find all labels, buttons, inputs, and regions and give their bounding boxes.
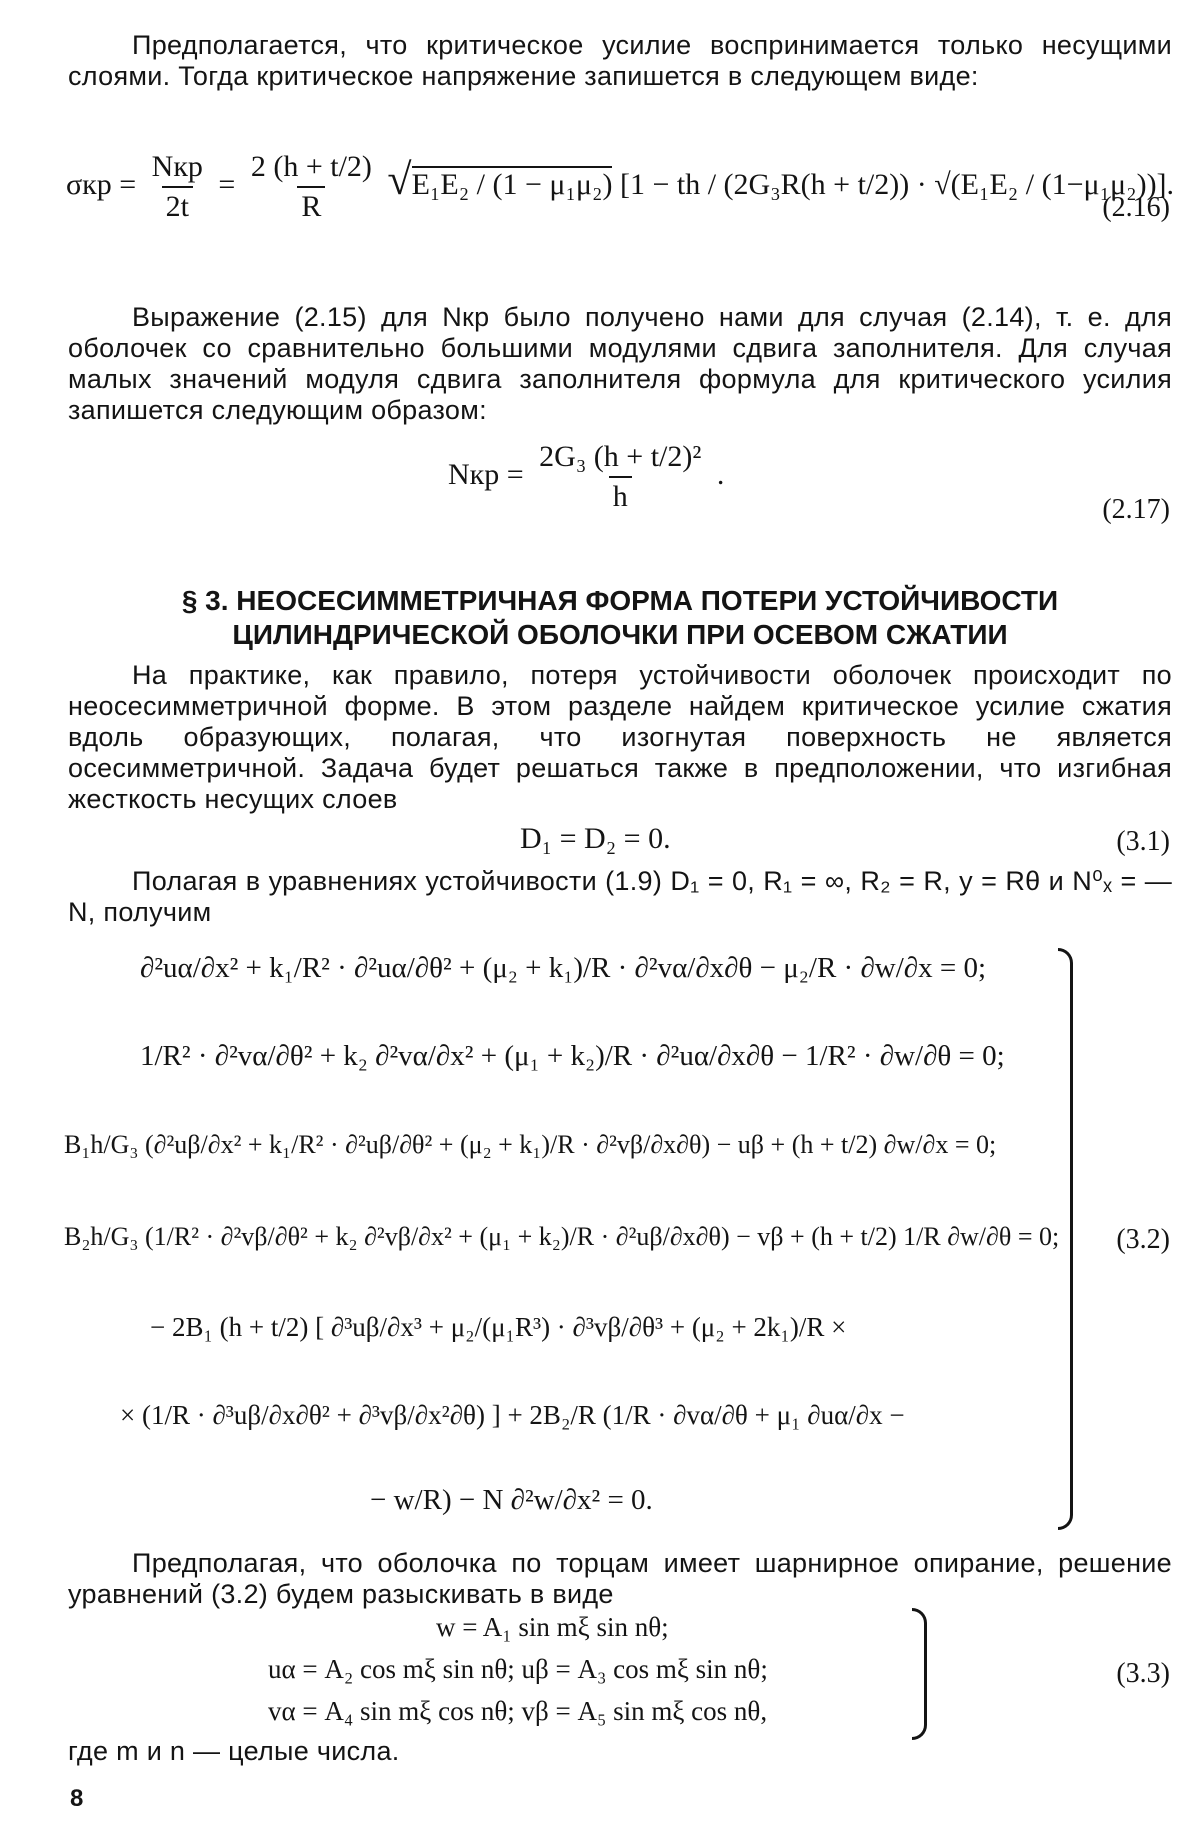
eq216-number: (2.16) — [1102, 192, 1170, 223]
paragraph-5-text: Предполагая, что оболочка по торцам имеет шарнирное опирание, решение уравнений (3.2) будем разыскивать в виде — [68, 1548, 1172, 1609]
eq32-line-2: 1/R² · ∂²vα/∂θ² + k₂ ∂²vα/∂x² + (μ₁ + k₂)/R · ∂²uα/∂x∂θ − 1/R² · ∂w/∂θ = 0; — [140, 1040, 1005, 1072]
eq216-frac-1 — [148, 150, 207, 224]
eq32-line-7: − w/R) − N ∂²w/∂x² = 0. — [370, 1484, 653, 1516]
section-heading-line-1: § 3. НЕОСЕСИММЕТРИЧНАЯ ФОРМА ПОТЕРИ УСТОЙЧИВОСТИ — [181, 585, 1059, 616]
equation-2-17 — [448, 440, 724, 514]
eq217-den: h — [609, 476, 632, 514]
eq216-frac2-num: 2 (h + t/2) — [250, 150, 372, 183]
eq33-line-3: vα = A₄ sin mξ cos nθ; vβ = A₅ sin mξ cos nθ, — [268, 1696, 768, 1726]
eq32-line-6: × (1/R · ∂³uβ/∂x∂θ² + ∂³vβ/∂x²∂θ) ] + 2B₂/R (1/R · ∂vα/∂θ + μ₁ ∂uα/∂x − — [120, 1400, 905, 1430]
eq32-number: (3.2) — [1116, 1224, 1170, 1255]
paragraph-6 — [68, 1736, 1172, 1767]
eq216-sqrt: E₁E₂ / (1 − μ₁μ₂) — [411, 167, 613, 201]
paragraph-1-text: Предполагается, что критическое усилие воспринимается только несущими слоями. Тогда критическое напряжение запишется в следующем виде: — [68, 30, 1172, 91]
paragraph-4 — [68, 866, 1172, 928]
section-heading — [68, 584, 1172, 652]
eq32-line-5: − 2B₁ (h + t/2) [ ∂³uβ/∂x³ + μ₂/(μ₁R³) · ∂³vβ/∂θ³ + (μ₂ + 2k₁)/R × — [150, 1312, 847, 1342]
right-brace-icon — [912, 1608, 927, 1740]
eq216-frac2-den: R — [297, 186, 325, 224]
eq217-num: 2G₃ (h + t/2)² — [539, 440, 702, 473]
page-number: 8 — [70, 1785, 84, 1812]
paragraph-2 — [68, 302, 1172, 426]
eq31-text: D₁ = D₂ = 0. — [520, 822, 671, 855]
right-brace-icon — [1058, 948, 1073, 1530]
eq32-line-3: B₁h/G₃ (∂²uβ/∂x² + k₁/R² · ∂²uβ/∂θ² + (μ₂ + k₁)/R · ∂²vβ/∂x∂θ) − uβ + (h + t/2) ∂w/∂x = 0; — [64, 1130, 997, 1159]
eq217-tail: . — [716, 457, 725, 491]
paragraph-5 — [68, 1548, 1172, 1610]
equation-2-16: σкр = $\frac{\text{Nкр}}{2t}$ = $\frac{2 (h + t/2)}{R}$ √E₁E₂ / (1 − μ₁μ₂) [1 − th / (2G₃R(h + t/2)) · √(E₁E₂ / (1−μ₁μ₂))]. — [66, 150, 1175, 223]
paragraph-2-text: Выражение (2.15) для Nкр было получено нами для случая (2.14), т. е. для оболочек со сравнительно большими модулями сдвига заполнителя. Для случая малых значений модуля сдвига заполнителя формула для критического усилия запишется следующим образом: — [68, 302, 1172, 425]
eq217-frac — [535, 440, 705, 514]
eq33-line-2: uα = A₂ cos mξ sin nθ; uβ = A₃ cos mξ sin nθ; — [268, 1654, 768, 1684]
eq216-bracket: [1 − th / (2G₃R(h + t/2)) · √(E₁E₂ / (1−μ₁μ₂))]. — [619, 167, 1175, 201]
eq33-number: (3.3) — [1116, 1658, 1170, 1689]
sqrt-sign-icon: √ — [387, 154, 412, 204]
eq33-line-1: w = A₁ sin mξ sin nθ; — [436, 1612, 669, 1642]
eq216-lhs: σкр = — [66, 167, 137, 201]
paragraph-3 — [68, 660, 1172, 815]
paragraph-4-text: Полагая в уравнениях устойчивости (1.9) D₁ = 0, R₁ = ∞, R₂ = R, y = Rθ и N⁰ₓ = — N, получим — [68, 866, 1172, 927]
eq216-frac1-num: Nкр — [151, 150, 203, 183]
eq216-frac1-den: 2t — [162, 186, 193, 224]
paragraph-6-text: где m и n — целые числа. — [68, 1736, 400, 1766]
equation-3-1 — [520, 822, 671, 856]
eq32-line-4: B₂h/G₃ (1/R² · ∂²vβ/∂θ² + k₂ ∂²vβ/∂x² + (μ₁ + k₂)/R · ∂²uβ/∂x∂θ) − vβ + (h + t/2) 1/R ∂w/∂θ = 0; — [64, 1222, 1060, 1251]
eq32-line-1: ∂²uα/∂x² + k₁/R² · ∂²uα/∂θ² + (μ₂ + k₁)/R · ∂²vα/∂x∂θ − μ₂/R · ∂w/∂x = 0; — [140, 952, 987, 984]
eq217-lhs: Nкр = — [448, 457, 524, 491]
paragraph-1 — [68, 30, 1172, 92]
paragraph-3-text: На практике, как правило, потеря устойчивости оболочек происходит по неосесимметричной форме. В этом разделе найдем критическое усилие сжатия вдоль образующих, полагая, что изогнутая поверхность не является осесимметричной. Задача будет решаться также в предположении, что изгибная жесткость несущих слоев — [68, 660, 1172, 814]
eq31-number: (3.1) — [1116, 826, 1170, 857]
eq217-number: (2.17) — [1102, 494, 1170, 525]
section-heading-line-2: ЦИЛИНДРИЧЕСКОЙ ОБОЛОЧКИ ПРИ ОСЕВОМ СЖАТИИ — [232, 619, 1008, 650]
eq216-frac-2 — [247, 150, 376, 224]
